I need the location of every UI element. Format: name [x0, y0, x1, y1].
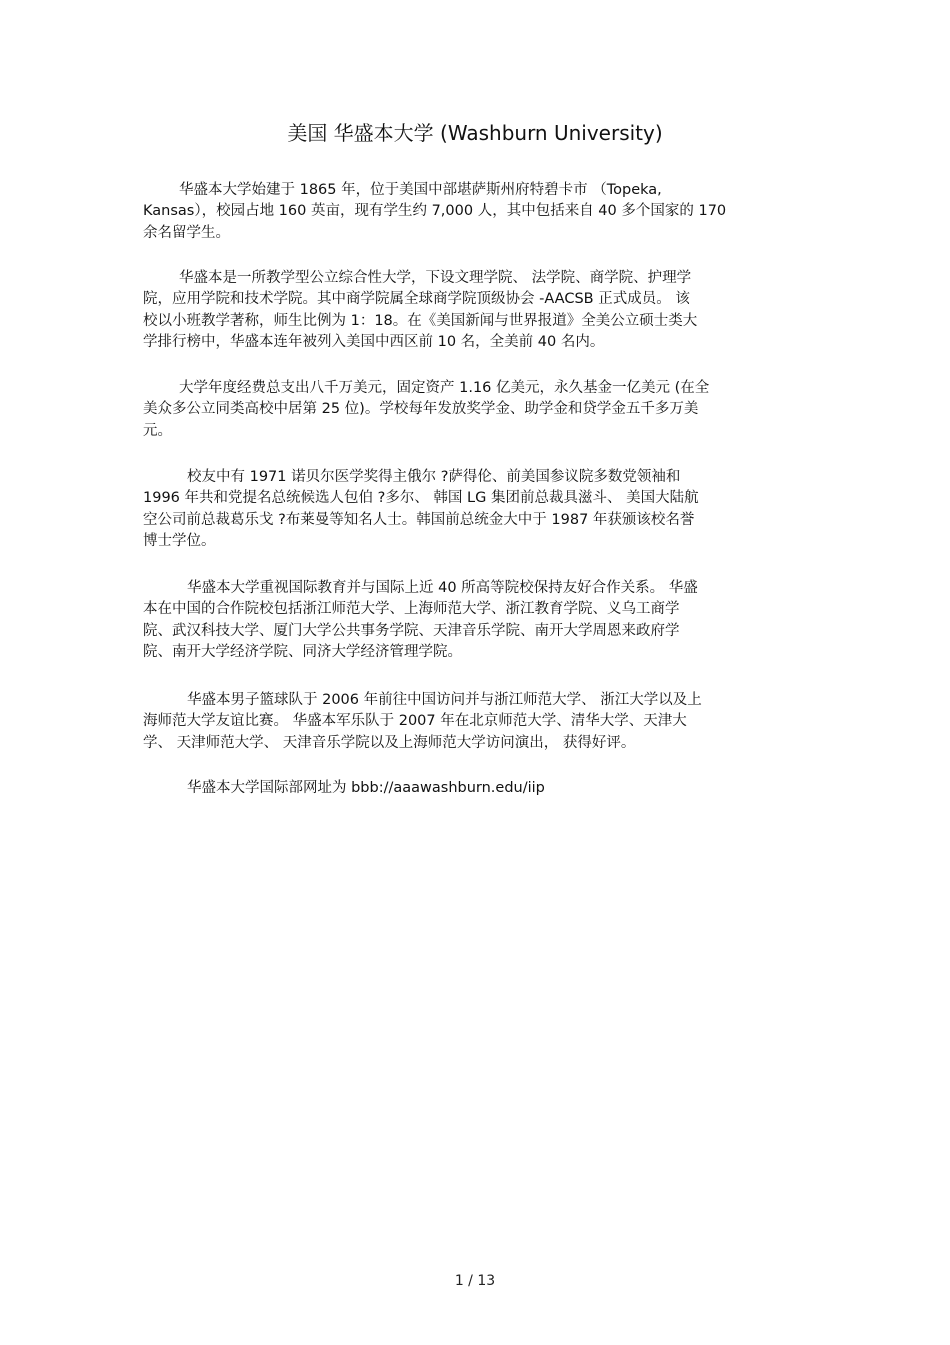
paragraph-line: 院，应用学院和技术学院。其中商学院属全球商学院顶级协会 -AACSB 正式成员。 该	[143, 291, 690, 308]
paragraph-colleges	[143, 268, 808, 353]
paragraph-founding	[143, 180, 808, 244]
paragraph-line: Kansas），校园占地 160 英亩，现有学生约 7,000 人，其中包括来自 40 多个国家的 170	[143, 203, 727, 220]
paragraph-line: 华盛本是一所教学型公立综合性大学，下设文理学院、 法学院、商学院、护理学	[179, 270, 692, 286]
paragraph-line: 余名留学生。	[143, 224, 230, 241]
paragraph-website	[143, 778, 808, 799]
paragraph-line: 校友中有 1971 诺贝尔医学奖得主俄尔 ?萨得伦、前美国参议院多数党领袖和	[187, 469, 681, 485]
paragraph-line: 华盛本大学始建于 1865 年，位于美国中部堪萨斯州府特碧卡市 （Topeka,	[179, 182, 662, 198]
paragraph-line: 海师范大学友谊比赛。 华盛本军乐队于 2007 年在北京师范大学、清华大学、天津大	[143, 713, 687, 730]
page-number: 1 / 13	[454, 1273, 496, 1289]
paragraph-line: 元。	[143, 422, 172, 439]
paragraph-alumni	[143, 467, 808, 552]
paragraph-line: 校以小班教学著称，师生比例为 1：18。在《美国新闻与世界报道》全美公立硕士类大	[143, 312, 698, 329]
paragraph-line: 院、南开大学经济学院、同济大学经济管理学院。	[143, 643, 462, 660]
paragraph-line: 美众多公立同类高校中居第 25 位)。学校每年发放奖学金、助学金和贷学金五千多万美	[143, 401, 699, 418]
document-title: 美国 华盛本大学 (Washburn University)	[287, 121, 663, 145]
paragraph-finances	[143, 378, 808, 442]
paragraph-line: 华盛本大学重视国际教育并与国际上近 40 所高等院校保持友好合作关系。 华盛	[187, 580, 698, 596]
paragraph-international	[143, 578, 808, 663]
paragraph-line: 1996 年共和党提名总统候选人包伯 ?多尔、 韩国 LG 集团前总裁具滋斗、 美国大陆航	[143, 490, 699, 507]
paragraph-line: 学、 天津师范大学、 天津音乐学院以及上海师范大学访问演出， 获得好评。	[143, 734, 636, 751]
paragraph-line: 空公司前总裁葛乐戈 ?布莱曼等知名人士。韩国前总统金大中于 1987 年获颁该校名誉	[143, 511, 695, 528]
paragraph-exchanges	[143, 690, 808, 754]
paragraph-line: 博士学位。	[143, 532, 216, 549]
paragraph-line: 华盛本大学国际部网址为 bbb://aaawashburn.edu/iip	[187, 780, 545, 796]
paragraph-line: 院、武汉科技大学、厦门大学公共事务学院、天津音乐学院、南开大学周恩来政府学	[143, 622, 680, 639]
paragraph-line: 本在中国的合作院校包括浙江师范大学、上海师范大学、浙江教育学院、义乌工商学	[143, 601, 680, 618]
paragraph-line: 学排行榜中，华盛本连年被列入美国中西区前 10 名，全美前 40 名内。	[143, 333, 605, 350]
paragraph-line: 华盛本男子篮球队于 2006 年前往中国访问并与浙江师范大学、 浙江大学以及上	[187, 692, 702, 708]
paragraph-line: 大学年度经费总支出八千万美元，固定资产 1.16 亿美元，永久基金一亿美元 (在全	[179, 380, 710, 396]
